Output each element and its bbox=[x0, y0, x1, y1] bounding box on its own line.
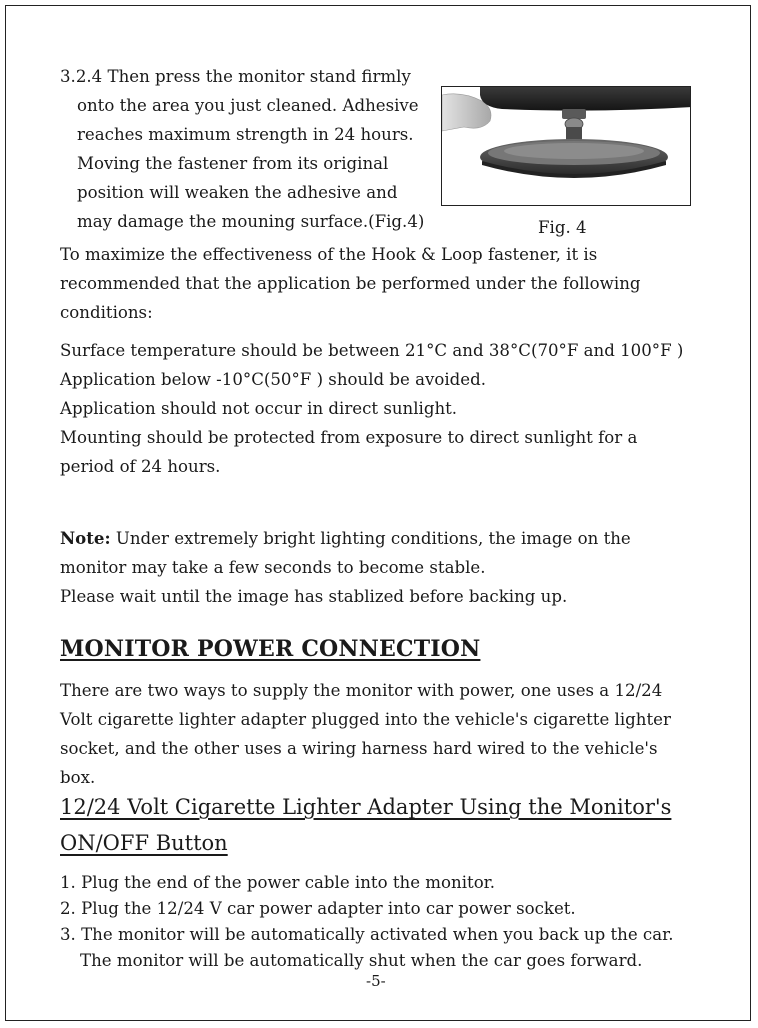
paragraph-line: To maximize the effectiveness of the Hook & Loop fastener, it is bbox=[60, 245, 598, 264]
step-line: 3.2.4 Then press the monitor stand firmly bbox=[60, 67, 411, 86]
note-block bbox=[60, 524, 710, 611]
monitor-stand-illustration bbox=[442, 87, 691, 206]
list-item: 1. Plug the end of the power cable into the monitor. bbox=[60, 873, 496, 892]
condition-line: Application should not occur in direct sunlight. bbox=[60, 399, 458, 418]
condition-line: period of 24 hours. bbox=[60, 457, 221, 476]
paragraph-line: conditions: bbox=[60, 303, 153, 322]
monitor-stand-photo bbox=[441, 86, 691, 206]
paragraph-line: Volt cigarette lighter adapter plugged into the vehicle's cigarette lighter bbox=[60, 710, 671, 729]
step-line: may damage the mouning surface.(Fig.4) bbox=[77, 212, 425, 231]
condition-line: Application below -10°C(50°F ) should be avoided. bbox=[60, 370, 487, 389]
instruction-steps bbox=[60, 870, 674, 974]
paragraph-line: box. bbox=[60, 768, 96, 787]
intro-paragraph bbox=[60, 240, 710, 327]
note-line: Please wait until the image has stablized before backing up. bbox=[60, 587, 568, 606]
step-line: onto the area you just cleaned. Adhesive bbox=[77, 96, 419, 115]
subsection-heading-line1: 12/24 Volt Cigarette Lighter Adapter Using the Monitor's bbox=[60, 795, 672, 819]
note-line bbox=[60, 524, 710, 553]
paragraph-line: socket, and the other uses a wiring harness hard wired to the vehicle's bbox=[60, 739, 658, 758]
section-heading: MONITOR POWER CONNECTION bbox=[60, 636, 481, 662]
condition-line: Surface temperature should be between 21°C and 38°C(70°F and 100°F ) bbox=[60, 341, 684, 360]
note-label: Note: bbox=[60, 528, 111, 548]
list-item: 2. Plug the 12/24 V car power adapter into car power socket. bbox=[60, 899, 576, 918]
paragraph-line: recommended that the application be performed under the following bbox=[60, 274, 641, 293]
step-line: reaches maximum strength in 24 hours. bbox=[77, 125, 414, 144]
list-item: The monitor will be automatically shut when the car goes forward. bbox=[80, 951, 643, 970]
list-item: 3. The monitor will be automatically activated when you back up the car. bbox=[60, 925, 674, 944]
conditions-list bbox=[60, 336, 710, 481]
step-line: position will weaken the adhesive and bbox=[77, 183, 398, 202]
figure-caption: Fig. 4 bbox=[538, 218, 587, 237]
note-text: Under extremely bright lighting conditions, the image on the bbox=[110, 529, 631, 548]
condition-line: Mounting should be protected from exposure to direct sunlight for a bbox=[60, 428, 638, 447]
page-number: -5- bbox=[366, 972, 386, 990]
section-paragraph bbox=[60, 676, 710, 792]
paragraph-line: There are two ways to supply the monitor with power, one uses a 12/24 bbox=[60, 681, 663, 700]
note-line: monitor may take a few seconds to become stable. bbox=[60, 558, 486, 577]
step-3-2-4 bbox=[60, 62, 440, 236]
step-line: Moving the fastener from its original bbox=[77, 154, 389, 173]
subsection-heading-line2: ON/OFF Button bbox=[60, 831, 228, 855]
